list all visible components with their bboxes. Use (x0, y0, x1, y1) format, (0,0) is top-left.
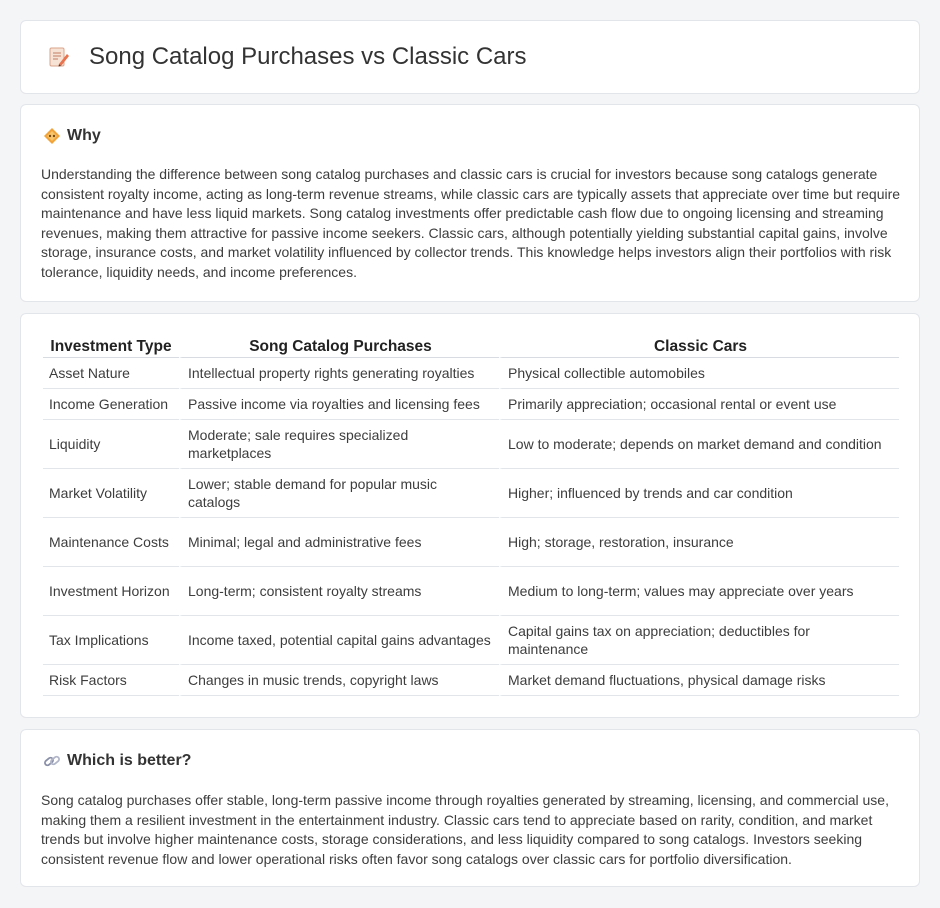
header-investment-type: Investment Type (43, 336, 179, 358)
table-header-row (43, 336, 899, 358)
which-is-better-card (20, 729, 920, 887)
header-song-catalog: Song Catalog Purchases (179, 336, 499, 358)
memo-pencil-icon (47, 45, 71, 69)
row-label: Market Volatility (43, 469, 179, 518)
better-heading-row (43, 752, 191, 770)
title-row (47, 43, 527, 71)
classic-cars-cell: High; storage, restoration, insurance (499, 518, 899, 567)
row-label: Income Generation (43, 389, 179, 420)
song-catalog-cell: Long-term; consistent royalty streams (179, 567, 499, 616)
why-heading: Why (67, 127, 101, 144)
diamond-icon (43, 127, 61, 145)
row-label: Liquidity (43, 420, 179, 469)
better-heading: Which is better? (67, 752, 192, 769)
table-row (43, 665, 899, 696)
song-catalog-cell: Intellectual property rights generating royalties (179, 358, 499, 389)
comparison-table (43, 336, 899, 696)
table-row (43, 358, 899, 389)
row-label: Investment Horizon (43, 567, 179, 616)
classic-cars-cell: Capital gains tax on appreciation; deductibles for maintenance (499, 616, 899, 665)
better-text: Song catalog purchases offer stable, long-term passive income through royalties generated by streaming, licensing, and commercial use, making them a resilient investment in the entertainment industry. Classic cars tend to appreciate based on rarity, condition, and market trends but involve higher maintenance costs, storage considerations, and less liquidity compared to song catalogs. Investors seeking consistent revenue flow and lower operational risks often favor song catalogs over classic cars for portfolio diversification. (41, 792, 889, 867)
table-row (43, 389, 899, 420)
row-label: Asset Nature (43, 358, 179, 389)
link-icon (43, 752, 61, 770)
classic-cars-cell: Primarily appreciation; occasional rental or event use (499, 389, 899, 420)
song-catalog-cell: Moderate; sale requires specialized marketplaces (179, 420, 499, 469)
song-catalog-cell: Minimal; legal and administrative fees (179, 518, 499, 567)
song-catalog-cell: Lower; stable demand for popular music catalogs (179, 469, 499, 518)
row-label: Tax Implications (43, 616, 179, 665)
comparison-table-card (20, 313, 920, 718)
classic-cars-cell: Low to moderate; depends on market demand and condition (499, 420, 899, 469)
song-catalog-cell: Changes in music trends, copyright laws (179, 665, 499, 696)
classic-cars-cell: Physical collectible automobiles (499, 358, 899, 389)
table-row (43, 420, 899, 469)
row-label: Maintenance Costs (43, 518, 179, 567)
table-row (43, 518, 899, 567)
page-title: Song Catalog Purchases vs Classic Cars (89, 43, 527, 70)
table-row (43, 567, 899, 616)
table-row (43, 469, 899, 518)
classic-cars-cell: Higher; influenced by trends and car condition (499, 469, 899, 518)
why-text: Understanding the difference between song catalog purchases and classic cars is crucial for investors because song catalogs generate consistent royalty income, acting as long-term revenue streams, while classic cars are typically assets that appreciate over time but require maintenance and have less liquid markets. Song catalog investments offer predictable cash flow due to ongoing licensing and streaming revenues, making them attractive for passive income seekers. Classic cars, although potentially yielding substantial capital gains, involve storage, insurance costs, and market volatility influenced by collector trends. This knowledge helps investors align their portfolios with risk tolerance, liquidity needs, and income preferences. (41, 166, 901, 280)
header-classic-cars: Classic Cars (499, 336, 899, 358)
row-label: Risk Factors (43, 665, 179, 696)
classic-cars-cell: Medium to long-term; values may appreciate over years (499, 567, 899, 616)
classic-cars-cell: Market demand fluctuations, physical damage risks (499, 665, 899, 696)
song-catalog-cell: Income taxed, potential capital gains advantages (179, 616, 499, 665)
title-card (20, 20, 920, 94)
why-heading-row (43, 127, 101, 145)
table-row (43, 616, 899, 665)
why-card (20, 104, 920, 302)
song-catalog-cell: Passive income via royalties and licensing fees (179, 389, 499, 420)
